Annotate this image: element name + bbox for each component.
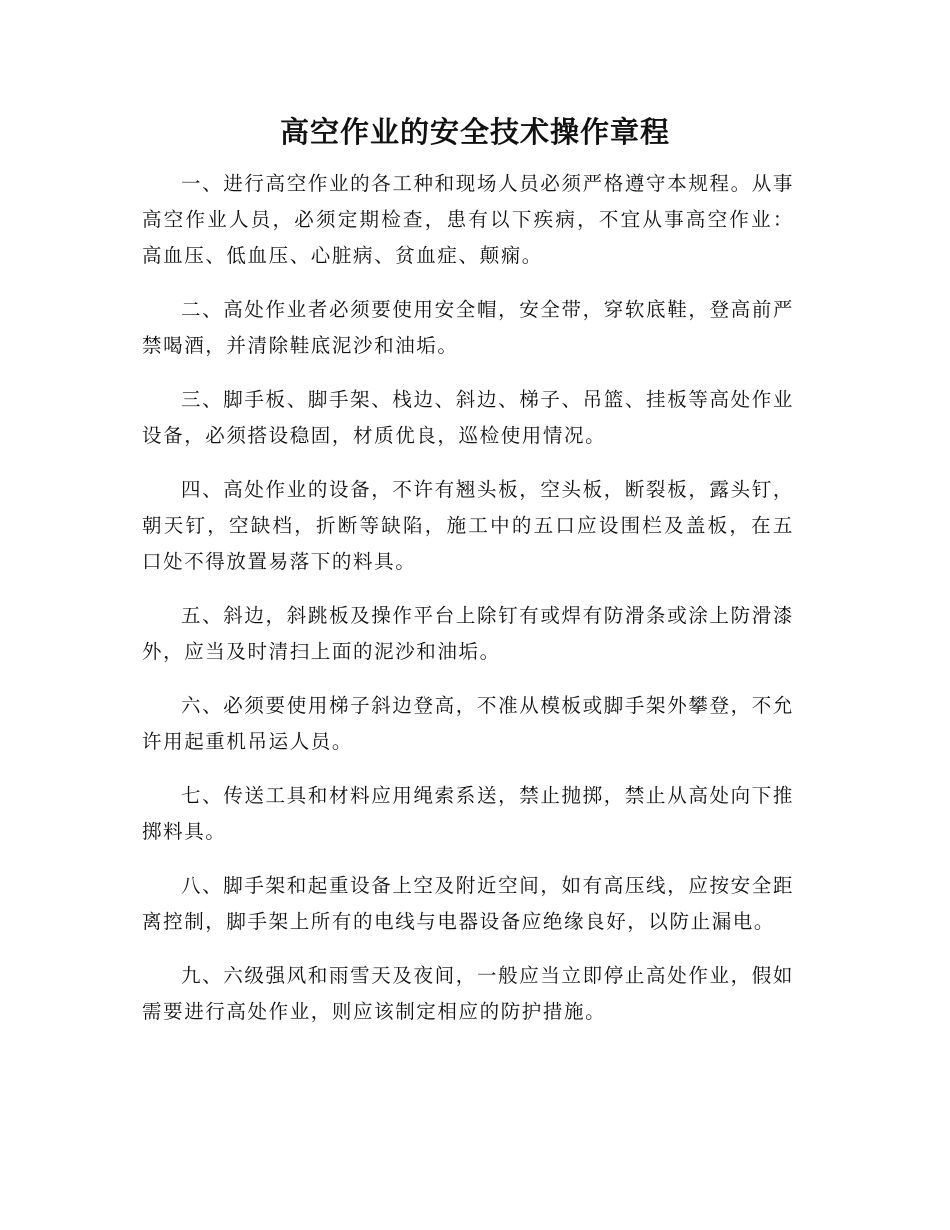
paragraph-4: 四、高处作业的设备，不许有翘头板，空头板，断裂板，露头钉，朝天钉，空缺档，折断等缺陷，施工中的五口应设围栏及盖板，在五口处不得放置易落下的料具。: [142, 478, 794, 573]
paragraph-3: 三、脚手板、脚手架、栈边、斜边、梯子、吊篮、挂板等高处作业设备，必须搭设稳固，材质优良，巡检使用情况。: [142, 388, 794, 447]
paragraph-9: 九、六级强风和雨雪天及夜间，一般应当立即停止高处作业，假如需要进行高处作业，则应该制定相应的防护措施。: [142, 964, 794, 1023]
page-title: 高空作业的安全技术操作章程: [279, 115, 670, 149]
paragraph-7: 七、传送工具和材料应用绳索系送，禁止抛掷，禁止从高处向下推掷料具。: [142, 784, 794, 843]
paragraph-8: 八、脚手架和起重设备上空及附近空间，如有高压线，应按安全距离控制，脚手架上所有的电线与电器设备应绝缘良好，以防止漏电。: [142, 874, 794, 933]
paragraph-1: 一、进行高空作业的各工种和现场人员必须严格遵守本规程。从事高空作业人员，必须定期检查，患有以下疾病，不宜从事高空作业：高血压、低血压、心脏病、贫血症、颠痫。: [142, 172, 794, 267]
paragraph-2: 二、高处作业者必须要使用安全帽，安全带，穿软底鞋，登高前严禁喝酒，并清除鞋底泥沙和油垢。: [142, 298, 794, 357]
document-body: [142, 166, 794, 1048]
paragraph-6: 六、必须要使用梯子斜边登高，不准从模板或脚手架外攀登，不允许用起重机吊运人员。: [142, 694, 794, 753]
paragraph-5: 五、斜边，斜跳板及操作平台上除钉有或焊有防滑条或涂上防滑漆外，应当及时清扫上面的泥沙和油垢。: [142, 604, 794, 663]
